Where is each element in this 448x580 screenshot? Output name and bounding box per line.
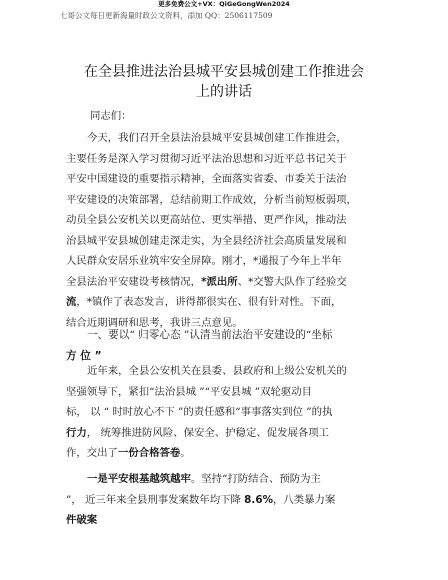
para3-line-2 — [66, 490, 386, 511]
para3-line-1 — [66, 469, 386, 490]
para2-line-5a: 作，交出了 — [66, 447, 118, 459]
header-note: 七哥公文每日更新海量时政公文资料，添加 QQ：2506117509 — [60, 11, 273, 20]
section-1-heading-b: 方 位 ” — [66, 349, 102, 362]
paragraph-2 — [66, 361, 386, 464]
intro-line-3: 平安中国建设的重要指示精神，全面落实省委、市委关于法治 — [66, 173, 347, 185]
intro-line-2: 主要任务是深入学习贯彻习近平法治思想和习近平总书记关于 — [66, 152, 347, 165]
para3-line-2c: ，八类暴力案 — [273, 493, 336, 506]
document-title — [0, 62, 448, 102]
salutation: 同志们： — [90, 110, 132, 122]
intro-line-9 — [66, 292, 386, 313]
para2-line-4b: ， 统筹推进防风险、保安全、护稳定、促发展各项工 — [86, 426, 330, 439]
intro-line-6: 治县城平安县城创建走深走实，为全县经济社会高质量发展和 — [66, 234, 347, 247]
intro-line-5: 动员全县公安机关以更高站位、更实举措、更严作风，推动法 — [66, 214, 347, 226]
para2-line-5c: 。 — [180, 447, 191, 459]
para3-line-3: 件破案 — [66, 514, 98, 526]
intro-line-7b: *通报了今年上半年 — [253, 255, 342, 267]
intro-line-8d: *交警大队作了经验交 — [248, 275, 347, 288]
para3-line-1b: 。坚持“打防结合、预防为主 — [190, 473, 321, 485]
paragraph-3 — [66, 469, 386, 531]
intro-line-8b: *派出所 — [201, 275, 238, 288]
intro-paragraph — [66, 128, 386, 333]
intro-line-9a: 流 — [66, 296, 77, 308]
title-line-1: 在全县推进法治县城平安县城创建工作推进会 — [84, 64, 364, 80]
intro-line-9c: *镇作了表态发言，讲得都很实在、很有针对性。下面， — [86, 296, 342, 308]
para3-line-2a: ”， 近三年来全县刑事发案数年均下降 — [66, 493, 245, 506]
intro-line-9b: ， — [76, 296, 87, 308]
section-1-heading-a: 一、要以“ 归零心态 ”认清当前法治平安建设的“坐标 — [87, 329, 333, 341]
intro-line-4: 平安建设的决策部署，总结前期工作成效，分析当前短板弱项， — [66, 193, 357, 206]
intro-line-8a: 全县法治平安建设考核情况， — [66, 275, 202, 288]
intro-line-8c: 、 — [237, 275, 249, 288]
para2-line-1: 近年来，全县公安机关在县委、县政府和上级公安机关的 — [87, 365, 347, 377]
para2-line-2: 坚强领导下，紧扣“法治县城 ”“平安县城 ”双轮驱动目 — [66, 385, 313, 398]
intro-line-1: 今天，我们召开全县法治县城平安县城创建工作推进会， — [87, 132, 347, 144]
intro-line-10: 结合近期调研和思考，我讲三点意见。 — [66, 316, 243, 329]
title-line-2: 上的讲话 — [196, 84, 252, 100]
intro-line-7a: 人民群众安居乐业筑牢安全屏障。刚才， — [66, 255, 254, 267]
para3-line-1a: 一是平安根基越筑越牢 — [87, 473, 191, 485]
para2-line-5b: 一份合格答卷 — [117, 447, 181, 459]
intro-line-7 — [66, 251, 386, 272]
para2-line-4 — [66, 423, 386, 444]
para2-line-3: 标， 以 “ 时时放心不下 ”的责任感和“事事落实到位 ”的执 — [66, 406, 333, 418]
para3-line-2b: 8.6% — [244, 493, 273, 506]
para2-line-5 — [66, 443, 386, 464]
section-1-heading — [66, 325, 386, 366]
intro-line-8 — [66, 272, 386, 293]
top-banner: 更多免费公文+VX：QiGeGongWen2024 — [158, 0, 290, 8]
para2-line-4a: 行力 — [66, 426, 87, 439]
